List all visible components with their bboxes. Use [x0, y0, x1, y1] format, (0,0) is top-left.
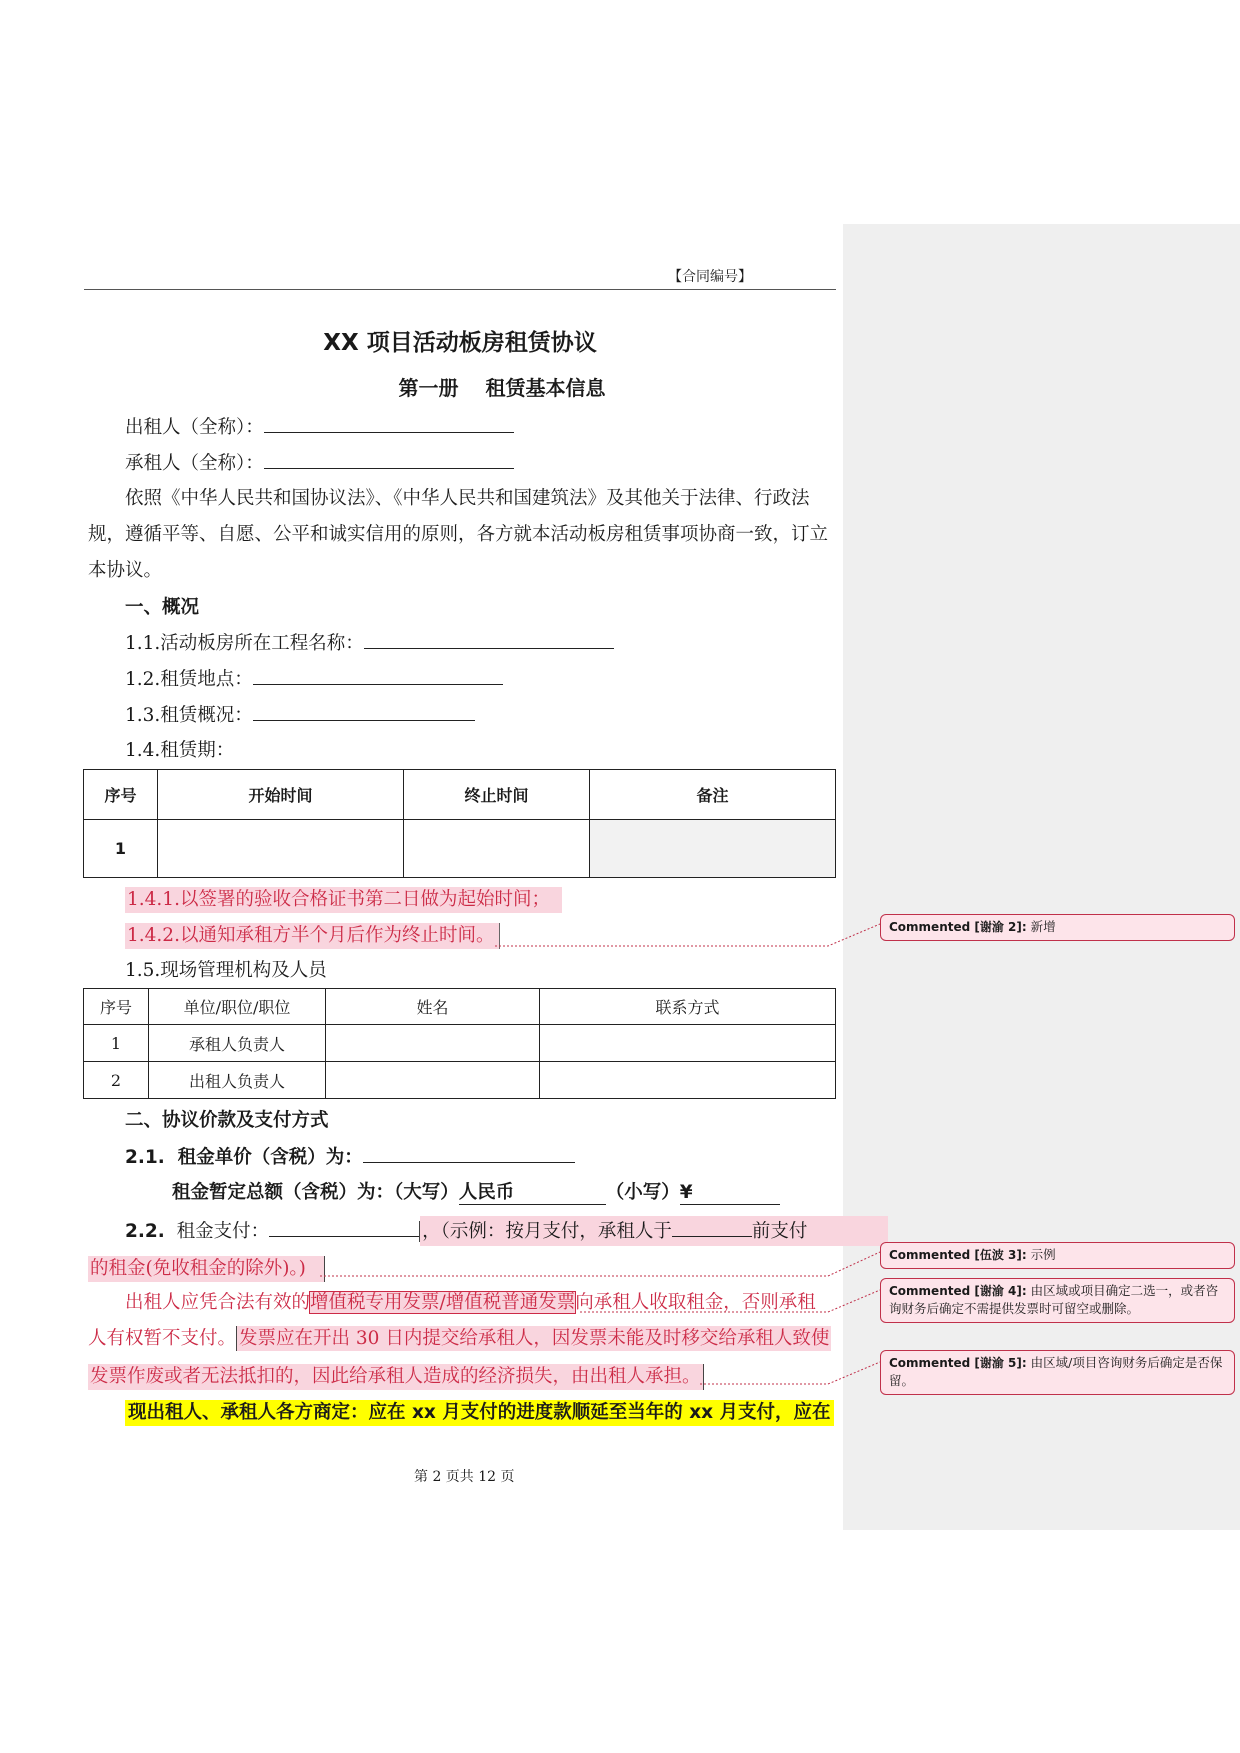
comment-5-text: 由区域/项目咨询财务后确定是否保留。 — [889, 1355, 1223, 1388]
document-title: XX 项目活动板房租赁协议 — [323, 330, 597, 356]
section-2-heading: 二、协议价款及支付方式 — [125, 1110, 329, 1131]
table-cell: 2 — [84, 1062, 149, 1099]
item-2-2-label: 租金支付： — [176, 1221, 270, 1242]
preamble-line-1: 依照《中华人民共和国协议法》、《中华人民共和国建筑法》及其他关于法律、行政法 — [125, 488, 810, 509]
invoice-text-e: 发票应在开出 30 日内提交给承租人，因发票未能及时移交给承租人致使 — [236, 1326, 831, 1351]
lessor-label: 出租人（全称）： — [125, 417, 264, 438]
section-1-heading: 一、概况 — [125, 597, 200, 618]
comment-5-author: Commented [谢渝 5]: — [889, 1356, 1027, 1370]
invoice-text-d: 人有权暂不支付。 — [88, 1328, 237, 1349]
table-header: 备注 — [590, 770, 836, 820]
example-comma: ， — [419, 1221, 441, 1242]
agreement-line: 现出租人、承租人各方商定：应在 xx 月支付的进度款顺延至当年的 xx 月支付，应在 — [125, 1400, 834, 1426]
currency-text: 人民币 — [458, 1182, 515, 1203]
table-header: 序号 — [84, 989, 149, 1025]
item-1-2-label: 1.2.租赁地点： — [125, 669, 253, 690]
item-2-1-number: 2.1. — [125, 1147, 165, 1168]
item-2-1-label: 租金单价（含税）为： — [177, 1147, 363, 1168]
contract-number: 【合同编号】 — [668, 269, 752, 285]
table-header: 终止时间 — [404, 770, 590, 820]
table-cell: 出租人负责人 — [149, 1062, 326, 1099]
item-1-5: 1.5.现场管理机构及人员 — [125, 960, 327, 981]
total-label: 租金暂定总额（含税）为：（大写） — [172, 1182, 459, 1203]
item-1-4: 1.4.租赁期： — [125, 740, 235, 761]
example-text-b: 前支付 — [751, 1221, 808, 1242]
comment-2-author: Commented [谢渝 2]: — [889, 920, 1027, 934]
comment-3-text: 示例 — [1030, 1247, 1056, 1262]
comment-4-author: Commented [谢渝 4]: — [889, 1284, 1027, 1298]
table-cell: 1 — [84, 820, 158, 878]
page-footer: 第 2 页共 12 页 — [414, 1469, 515, 1485]
total-small-label: （小写） — [605, 1182, 680, 1203]
table-header: 开始时间 — [158, 770, 404, 820]
table-header: 单位/职位/职位 — [149, 989, 326, 1025]
preamble-line-3: 本协议。 — [88, 560, 163, 581]
item-2-2-number: 2.2. — [125, 1221, 165, 1242]
table-cell: 1 — [84, 1025, 149, 1062]
clause-1-4-2: 1.4.2.以通知承租方半个月后作为终止时间。 — [125, 923, 500, 949]
invoice-line-3: 发票作废或者无法抵扣的，因此给承租人造成的经济损失，由出租人承担。 — [88, 1364, 704, 1390]
invoice-text-a: 出租人应凭合法有效的 — [125, 1292, 311, 1313]
connector-comment-5 — [700, 1362, 880, 1384]
invoice-type-options: 增值税专用发票/增值税普通发票 — [310, 1292, 576, 1313]
table-header: 联系方式 — [540, 989, 836, 1025]
item-1-1-label: 1.1.活动板房所在工程名称： — [125, 633, 364, 654]
connector-comment-4 — [580, 1290, 880, 1312]
table-header: 序号 — [84, 770, 158, 820]
item-1-3-label: 1.3.租赁概况： — [125, 705, 253, 726]
example-text-c: 的租金(免收租金的除外)。) — [88, 1256, 325, 1282]
lessee-label: 承租人（全称）： — [125, 453, 264, 474]
invoice-text-c: 向承租人收取租金，否则承租 — [575, 1292, 816, 1313]
yen-text: ¥ — [679, 1182, 693, 1203]
preamble-line-2: 规，遵循平等、自愿、公平和诚实信用的原则，各方就本活动板房租赁事项协商一致，订立 — [88, 524, 829, 545]
comment-4-text: 由区域或项目确定二选一，或者咨询财务后确定不需提供发票时可留空或删除。 — [889, 1283, 1219, 1316]
comment-2-text: 新增 — [1030, 919, 1056, 934]
example-text-a: （示例：按月支付，承租人于 — [440, 1221, 672, 1242]
table-cell: 承租人负责人 — [149, 1025, 326, 1062]
clause-1-4-1: 1.4.1.以签署的验收合格证书第二日做为起始时间； — [125, 887, 562, 913]
connector-comment-3 — [320, 1252, 880, 1276]
table-header: 姓名 — [326, 989, 540, 1025]
connector-comment-2 — [495, 924, 880, 946]
comment-3-author: Commented [伍波 3]: — [889, 1248, 1027, 1262]
document-subtitle: 第一册 租赁基本信息 — [398, 376, 606, 400]
